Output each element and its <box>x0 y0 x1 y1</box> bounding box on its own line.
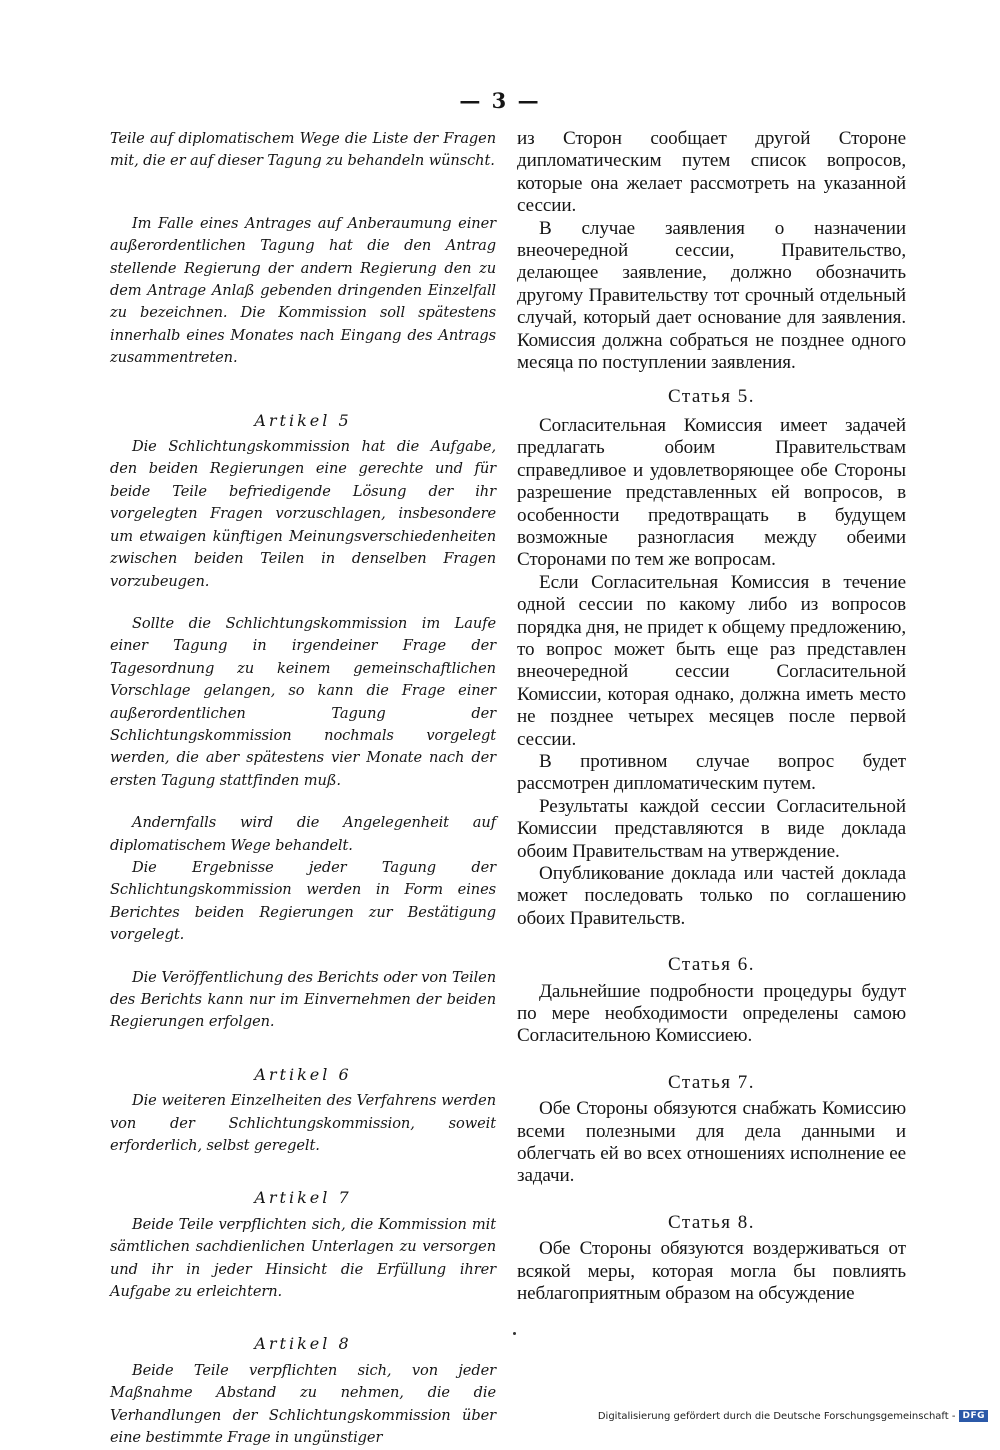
dfg-logo-icon: DFG <box>959 1410 988 1422</box>
german-article-6-heading: Artikel 6 <box>254 1064 352 1084</box>
russian-column <box>517 128 906 1306</box>
german-article-5-paragraph-1: Die Schlichtungskommission hat die Aufgabe, den beiden Regierungen eine gerechte und für beide Teile befriedigende Lösung der ihr vorgelegten Fragen vorzuschlagen, insbesondere um etwaigen künftigen Meinungsverschiedenheiten zwischen beiden Teilen in denselben Fragen vorzubeugen. <box>110 438 496 590</box>
russian-article-5-paragraph-3: В противном случае вопрос будет рассмотрен дипломатическим путем. <box>517 750 906 795</box>
german-article-8-paragraph: Beide Teile verpflichten sich, von jeder Maßnahme Abstand zu nehmen, die die Verhandlungen der Schlichtungskommission über eine bestimmte Frage in ungünstiger <box>110 1361 496 1447</box>
german-extraordinary-session-paragraph: Im Falle eines Antrages auf Anberaumung einer außerordentlichen Tagung hat die den Antrag stellende Regierung der andern Regierung den zu dem Antrage Anlaß gebenden dringenden Einzelfall zu bezeichnen. Die Kommission soll spätestens innerhalb eines Monates nach Eingang des Antrags zusammentreten. <box>110 214 496 367</box>
page-number: — 3 — <box>459 88 541 113</box>
russian-intro-paragraph: из Сторон сообщает другой Стороне дипломатическим путем список вопросов, которые она желает рассмотреть на указанной сессии. <box>517 128 906 217</box>
german-article-7-heading: Artikel 7 <box>254 1188 352 1208</box>
russian-article-7-heading: Статья 7. <box>667 1071 756 1093</box>
russian-article-8-paragraph: Обе Стороны обязуются воздерживаться от всякой меры, которая могла бы повлиять неблагоприятным образом на обсуждение <box>517 1238 906 1305</box>
digitization-footer <box>598 1408 988 1424</box>
german-article-8-heading: Artikel 8 <box>254 1334 352 1354</box>
russian-article-5-paragraph-2: Если Согласительная Комиссия в течение одной сессии по какому либо из вопросов порядка дня, не придет к общему предложению, то вопрос может быть еще раз представлен внеочередной сессии Согласительной Комиссии, которая однако, должна иметь место не позднее четырех месяцев после первой сессии. <box>517 571 906 750</box>
russian-article-5-heading: Статья 5. <box>667 386 756 408</box>
print-speck <box>513 1332 516 1335</box>
russian-article-5-paragraph-5: Опубликование доклада или частей доклада может последовать только по соглашению обоих Правительств. <box>517 863 906 929</box>
german-article-6-paragraph: Die weiteren Einzelheiten des Verfahrens werden von der Schlichtungskommission, soweit erforderlich, selbst geregelt. <box>110 1092 496 1155</box>
russian-article-6-paragraph: Дальнейшие подробности процедуры будут по мере необходимости определены самою Согласительною Комиссиею. <box>517 980 906 1047</box>
german-article-7-paragraph: Beide Teile verpflichten sich, die Kommission mit sämtlichen sachdienlichen Unterlagen zu versorgen und ihr in jeder Hinsicht die Erfüllung ihrer Aufgabe zu erleichtern. <box>110 1215 496 1301</box>
german-column <box>110 128 496 1450</box>
russian-article-5-paragraph-4: Результаты каждой сессии Согласительной Комиссии представляются в виде доклада обоим Правительствам на утверждение. <box>517 795 906 862</box>
russian-article-7-paragraph: Обе Стороны обязуются снабжать Комиссию всеми полезными для дела данными и облегчать ей во всех отношениях исполнение ее задачи. <box>517 1098 906 1187</box>
german-article-5-paragraph-5: Die Veröffentlichung des Berichts oder von Teilen des Berichts kann nur im Einvernehmen der beiden Regierungen erfolgen. <box>110 968 496 1031</box>
german-article-5-heading: Artikel 5 <box>254 410 352 430</box>
russian-article-5-paragraph-1: Согласительная Комиссия имеет задачей предлагать обоим Правительствам справедливое и удовлетворяющее обе Стороны разрешение представленных ей вопросов, в особенности предотвращать в будущем возможные разногласия между обеими Сторонами по тем же вопросам. <box>517 414 906 571</box>
footer-credit-text: Digitalisierung gefördert durch die Deutsche Forschungsgemeinschaft - <box>597 1410 956 1422</box>
german-article-5-paragraph-2: Sollte die Schlichtungskommission im Laufe einer Tagung in irgendeiner Frage der Tagesordnung zu keinem gemeinschaftlichen Vorschlage gelangen, so kann die Frage einer außerordentlichen Tagung der Schlichtungskommission nochmals vorgelegt werden, die aber spätestens vier Monate nach der ersten Tagung stattfinden muß. <box>110 614 496 789</box>
german-article-5-paragraph-3: Andernfalls wird die Angelegenheit auf diplomatischem Wege behandelt. <box>110 814 496 854</box>
german-intro-paragraph: Teile auf diplomatischem Wege die Liste der Fragen mit, die er auf dieser Tagung zu behandeln wünscht. <box>110 130 496 170</box>
russian-article-8-heading: Статья 8. <box>667 1211 756 1233</box>
german-article-5-paragraph-4: Die Ergebnisse jeder Tagung der Schlichtungskommission werden in Form eines Berichtes beiden Regierungen zur Bestätigung vorgelegt. <box>110 858 496 944</box>
russian-article-6-heading: Статья 6. <box>667 954 756 976</box>
russian-extraordinary-session-paragraph: В случае заявления о назначении внеочередной сессии, Правительство, делающее заявление, должно обозначить другому Правительству тот срочный отдельный случай, который дает основание для заявления. Комиссия должна собраться не позднее одного месяца по поступлении заявления. <box>517 217 906 374</box>
